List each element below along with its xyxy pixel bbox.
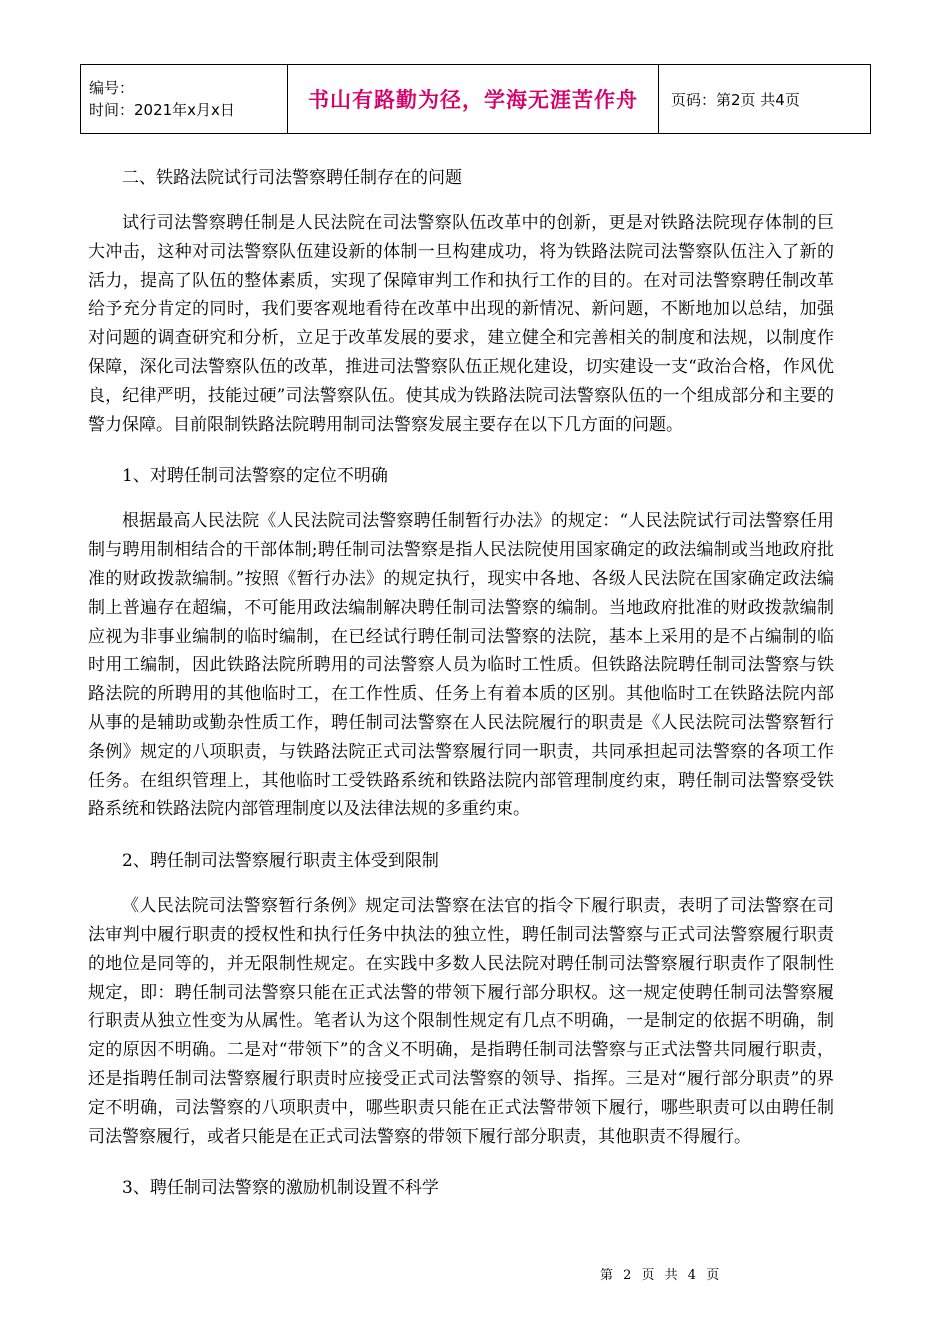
header-table xyxy=(80,64,871,134)
header-meta-cell xyxy=(81,65,288,134)
section-heading: 2、聘任制司法警察履行职责主体受到限制 xyxy=(122,851,439,872)
paragraph: 《人民法院司法警察暂行条例》规定司法警察在法官的指令下履行职责，表明了司法警察在司法审判中履行职责的授权性和执行任务中执法的独立性，聘任制司法警察与正式司法警察履行职责的地位是同等的，并无限制性规定。在实践中多数人民法院对聘任制司法警察履行职责作了限制性规定，即：聘任制司法警察只能在正式法警的带领下履行部分职权。这一规定使聘任制司法警察履行职责从独立性变为从属性。笔者认为这个限制性规定有几点不明确，一是制定的依据不明确，制定的原因不明确。二是对“带领下”的含义不明确，是指聘任制司法警察与正式法警共同履行职责，还是指聘任制司法警察履行职责时应接受正式司法警察的领导、指挥。三是对“履行部分职责”的界定不明确，司法警察的八项职责中，哪些职责只能在正式法警带领下履行，哪些职责可以由聘任制司法警察履行，或者只能是在正式司法警察的带领下履行部分职责，其他职责不得履行。 xyxy=(88,896,834,1147)
section-heading: 3、聘任制司法警察的激励机制设置不科学 xyxy=(122,1178,439,1199)
paragraph: 根据最高人民法院《人民法院司法警察聘任制暂行办法》的规定：“人民法院试行司法警察任用制与聘用制相结合的干部体制;聘任制司法警察是指人民法院使用国家确定的政法编制或当地政府批准的财政拨款编制。”按照《暂行办法》的规定执行，现实中各地、各级人民法院在国家确定政法编制上普遍存在超编，不可能用政法编制解决聘任制司法警察的编制。当地政府批准的财政拨款编制应视为非事业编制的临时编制，在已经试行聘任制司法警察的法院，基本上采用的是不占编制的临时用工编制，因此铁路法院所聘用的司法警察人员为临时工性质。但铁路法院聘任制司法警察与铁路法院的所聘用的其他临时工，在工作性质、任务上有着本质的区别。其他临时工在铁路法院内部从事的是辅助或勤杂性质工作，聘任制司法警察在人民法院履行的职责是《人民法院司法警察暂行条例》规定的八项职责，与铁路法院正式司法警察履行同一职责，共同承担起司法警察的各项工作任务。在组织管理上，其他临时工受铁路系统和铁路法院内部管理制度约束，聘任制司法警察受铁路系统和铁路法院内部管理制度以及法律法规的多重约束。 xyxy=(88,511,834,820)
document-time-label: 时间：2021年x月x日 xyxy=(89,101,235,119)
paragraph: 试行司法警察聘任制是人民法院在司法警察队伍改革中的创新，更是对铁路法院现存体制的巨大冲击，这种对司法警察队伍建设新的体制一旦构建成功，将为铁路法院司法警察队伍注入了新的活力，提高了队伍的整体素质，实现了保障审判工作和执行工作的目的。在对司法警察聘任制改革给予充分肯定的同时，我们要客观地看待在改革中出现的新情况、新问题，不断地加以总结，加强对问题的调查研究和分析，立足于改革发展的要求，建立健全和完善相关的制度和法规，以制度作保障，深化司法警察队伍的改革，推进司法警察队伍正规化建设，切实建设一支“政治合格，作风优良，纪律严明，技能过硬”司法警察队伍。使其成为铁路法院司法警察队伍的一个组成部分和主要的警力保障。目前限制铁路法院聘用制司法警察发展主要存在以下几方面的问题。 xyxy=(88,213,834,435)
section-heading: 1、对聘任制司法警察的定位不明确 xyxy=(122,466,388,487)
document-number-label: 编号： xyxy=(89,79,135,97)
document-body xyxy=(88,162,834,1219)
header-motto-cell xyxy=(288,65,659,134)
header-page-info: 页码：第2页 共4页 xyxy=(671,90,800,109)
page-footer: 第 2 页 共 4 页 xyxy=(600,1268,723,1283)
header-page-cell xyxy=(659,65,871,134)
header-motto: 书山有路勤为径，学海无涯苦作舟 xyxy=(308,88,638,112)
section-heading: 二、铁路法院试行司法警察聘任制存在的问题 xyxy=(122,168,462,188)
